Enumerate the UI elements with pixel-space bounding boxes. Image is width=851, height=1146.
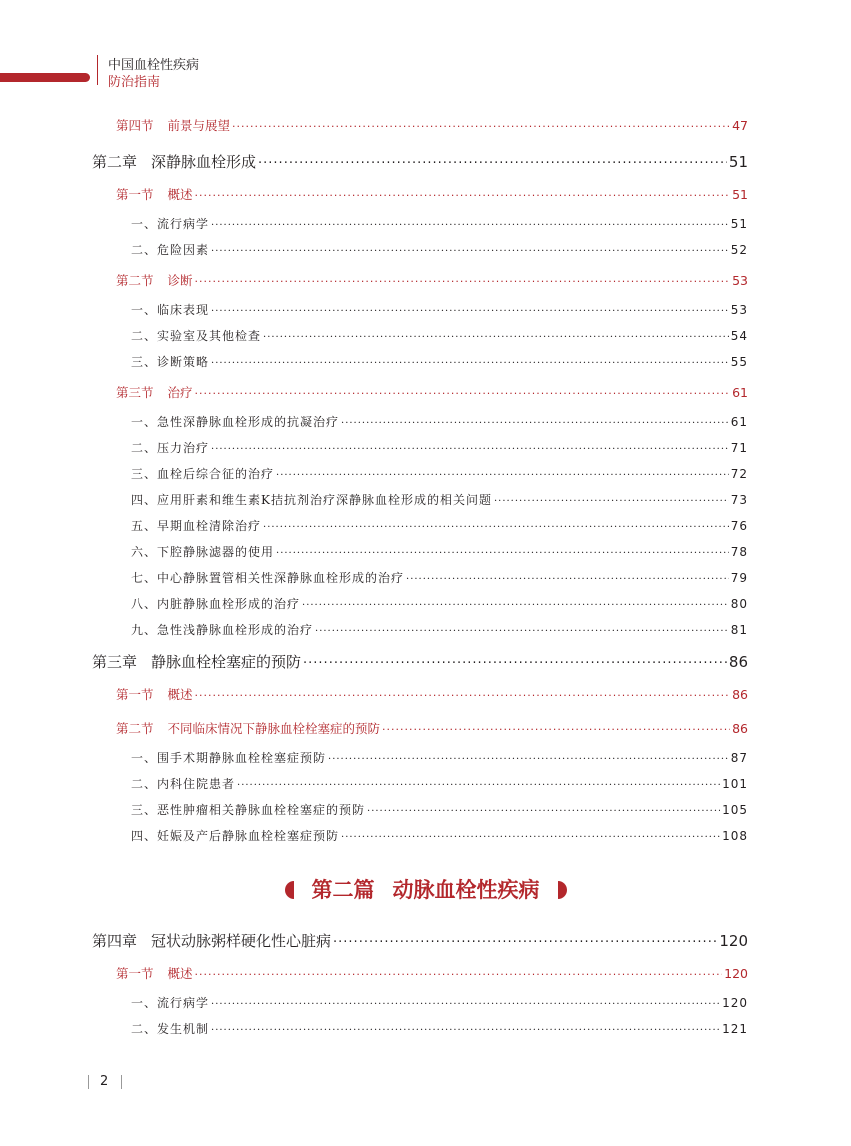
- toc-entry-page: 55: [730, 355, 748, 369]
- toc-leader-dots: [211, 1025, 720, 1036]
- toc-leader-dots: [195, 689, 731, 702]
- toc-entry-title: 三、恶性肿瘤相关静脉血栓栓塞症的预防: [131, 803, 366, 817]
- toc-item[interactable]: [131, 1020, 748, 1037]
- toc-entry-title: 概述: [167, 966, 193, 981]
- part-number: 第二篇: [311, 877, 375, 902]
- toc-item[interactable]: [131, 353, 748, 370]
- toc-leader-dots: [211, 246, 729, 257]
- toc-entry-label: [116, 116, 230, 134]
- toc-entry-page: 121: [722, 1022, 748, 1036]
- toc-entry-title: 四、应用肝素和维生素K拮抗剂治疗深静脉血栓形成的相关问题: [131, 493, 492, 507]
- toc-entry-title: 治疗: [167, 385, 193, 400]
- toc-entry-label: [131, 543, 274, 560]
- toc-leader-dots: [341, 832, 720, 843]
- header-accent-bar: [0, 73, 90, 82]
- toc-entry-title: 二、危险因素: [131, 243, 210, 257]
- toc-entry-label: [131, 353, 209, 370]
- toc-leader-dots: [333, 935, 717, 950]
- toc-entry-label: [131, 301, 209, 318]
- toc-item[interactable]: [131, 775, 748, 792]
- toc-item[interactable]: [131, 827, 748, 844]
- toc-entry-label: [131, 994, 209, 1011]
- toc-entry-page: 120: [724, 966, 748, 981]
- toc-entry-title: 四、妊娠及产后静脉血栓栓塞症预防: [131, 829, 340, 843]
- toc-entry-page: 61: [732, 385, 748, 400]
- toc-entry-label: [131, 439, 209, 456]
- toc-item[interactable]: [131, 491, 748, 508]
- toc-entry-label: [131, 749, 326, 766]
- toc-leader-dots: [195, 275, 731, 288]
- toc-entry-title: 一、流行病学: [131, 996, 210, 1010]
- toc-leader-dots: [195, 968, 723, 981]
- toc-entry-title: 八、内脏静脉血栓形成的治疗: [131, 597, 301, 611]
- toc-item[interactable]: [131, 621, 748, 638]
- toc-item[interactable]: [131, 595, 748, 612]
- toc-leader-dots: [263, 332, 729, 343]
- toc-entry-label: [116, 383, 193, 401]
- toc-entry-title: 六、下腔静脉滤器的使用: [131, 545, 275, 559]
- toc-entry-title: 三、血栓后综合征的治疗: [131, 467, 275, 481]
- toc-leader-dots: [341, 418, 729, 429]
- toc-leader-dots: [211, 306, 729, 317]
- toc-entry-label: [92, 930, 331, 951]
- toc-item[interactable]: [131, 241, 748, 258]
- toc-leader-dots: [211, 220, 729, 231]
- header-divider: [97, 55, 98, 85]
- toc-item[interactable]: [131, 301, 748, 318]
- toc-entry-page: 86: [728, 653, 748, 671]
- toc-entry-page: 86: [732, 687, 748, 702]
- toc-chapter[interactable]: [92, 930, 748, 951]
- toc-entry-number: 第二章: [92, 153, 138, 171]
- toc-leader-dots: [382, 723, 730, 736]
- toc-entry-label: [131, 491, 492, 508]
- toc-leader-dots: [302, 600, 729, 611]
- toc-entry-title: 诊断: [167, 273, 193, 288]
- toc-entry-page: 53: [730, 303, 748, 317]
- toc-entry-label: [131, 413, 339, 430]
- toc-entry-title: 一、流行病学: [131, 217, 210, 231]
- toc-item[interactable]: [131, 749, 748, 766]
- toc-entry-title: 一、急性深静脉血栓形成的抗凝治疗: [131, 415, 340, 429]
- toc-entry-title: 深静脉血栓形成: [151, 153, 257, 171]
- toc-entry-title: 七、中心静脉置管相关性深静脉血栓形成的治疗: [131, 571, 405, 585]
- toc-entry-title: 不同临床情况下静脉血栓栓塞症的预防: [167, 721, 381, 736]
- toc-item[interactable]: [131, 517, 748, 534]
- toc-item[interactable]: [131, 994, 748, 1011]
- toc-entry-page: 120: [719, 932, 748, 950]
- toc-section[interactable]: [116, 685, 748, 703]
- toc-leader-dots: [276, 470, 729, 481]
- toc-entry-label: [131, 517, 261, 534]
- toc-entry-page: 51: [732, 187, 748, 202]
- toc-entry-page: 76: [730, 519, 748, 533]
- toc-entry-number: 第四节: [116, 118, 154, 133]
- toc-leader-dots: [406, 574, 729, 585]
- toc-entry-label: [131, 241, 209, 258]
- toc-leader-dots: [315, 626, 729, 637]
- toc-entry-page: 78: [730, 545, 748, 559]
- toc-section[interactable]: [116, 383, 748, 401]
- toc-entry-label: [92, 151, 256, 172]
- toc-entry-number: 第一节: [116, 187, 154, 202]
- toc-entry-page: 51: [730, 217, 748, 231]
- toc-entry-page: 72: [730, 467, 748, 481]
- toc-item[interactable]: [131, 439, 748, 456]
- toc-entry-label: [131, 465, 274, 482]
- toc-entry-label: [116, 964, 193, 982]
- toc-entry-page: 71: [730, 441, 748, 455]
- toc-item[interactable]: [131, 801, 748, 818]
- footer-page-number: 2: [100, 1074, 109, 1089]
- toc-entry-page: 54: [730, 329, 748, 343]
- toc-entry-title: 一、临床表现: [131, 303, 210, 317]
- toc-entry-page: 73: [730, 493, 748, 507]
- toc-entry-label: [131, 621, 313, 638]
- toc-entry-number: 第二节: [116, 721, 154, 736]
- header-book-title-line2: 防治指南: [108, 75, 161, 90]
- toc-entry-page: 47: [732, 118, 748, 133]
- toc-section[interactable]: [116, 116, 748, 134]
- toc-entry-number: 第二节: [116, 273, 154, 288]
- toc-entry-title: 二、实验室及其他检查: [131, 329, 262, 343]
- toc-entry-title: 静脉血栓栓塞症的预防: [151, 653, 302, 671]
- toc-entry-title: 五、早期血栓清除治疗: [131, 519, 262, 533]
- toc-entry-label: [131, 595, 300, 612]
- toc-entry-number: 第一节: [116, 687, 154, 702]
- toc-entry-page: 52: [730, 243, 748, 257]
- part-heading: [0, 874, 851, 904]
- toc-entry-title: 概述: [167, 187, 193, 202]
- toc-leader-dots: [211, 999, 720, 1010]
- toc-entry-label: [116, 719, 380, 737]
- toc-item[interactable]: [131, 327, 748, 344]
- toc-entry-title: 九、急性浅静脉血栓形成的治疗: [131, 623, 314, 637]
- toc-leader-dots: [195, 189, 731, 202]
- toc-entry-page: 87: [730, 751, 748, 765]
- toc-section[interactable]: [116, 185, 748, 203]
- toc-entry-label: [131, 1020, 209, 1037]
- toc-entry-title: 冠状动脉粥样硬化性心脏病: [151, 932, 332, 950]
- toc-entry-page: 86: [732, 721, 748, 736]
- toc-leader-dots: [494, 496, 729, 507]
- part-title: 动脉血栓性疾病: [392, 877, 540, 902]
- toc-entry-title: 二、发生机制: [131, 1022, 210, 1036]
- toc-entry-title: 二、压力治疗: [131, 441, 210, 455]
- toc-section[interactable]: [116, 964, 748, 982]
- toc-entry-label: [92, 651, 301, 672]
- toc-item[interactable]: [131, 569, 748, 586]
- toc-entry-label: [131, 827, 339, 844]
- toc-leader-dots: [258, 156, 727, 171]
- toc-entry-number: 第四章: [92, 932, 138, 950]
- toc-entry-page: 79: [730, 571, 748, 585]
- toc-chapter[interactable]: [92, 151, 748, 172]
- toc-leader-dots: [328, 754, 729, 765]
- toc-item[interactable]: [131, 543, 748, 560]
- toc-leader-dots: [211, 358, 729, 369]
- footer-divider-left: [88, 1075, 89, 1089]
- toc-leader-dots: [237, 780, 720, 791]
- toc-entry-title: 三、诊断策略: [131, 355, 210, 369]
- toc-item[interactable]: [131, 465, 748, 482]
- toc-entry-page: 108: [722, 829, 748, 843]
- toc-entry-title: 前景与展望: [167, 118, 231, 133]
- toc-entry-label: [131, 775, 235, 792]
- toc-entry-page: 51: [728, 153, 748, 171]
- toc-item[interactable]: [131, 215, 748, 232]
- toc-entry-number: 第三节: [116, 385, 154, 400]
- toc-entry-number: 第三章: [92, 653, 138, 671]
- toc-entry-label: [116, 271, 193, 289]
- toc-entry-page: 80: [730, 597, 748, 611]
- toc-item[interactable]: [131, 413, 748, 430]
- toc-leader-dots: [276, 548, 729, 559]
- toc-entry-page: 101: [722, 777, 748, 791]
- toc-entry-label: [116, 685, 193, 703]
- toc-entry-page: 61: [730, 415, 748, 429]
- toc-entry-label: [116, 185, 193, 203]
- toc-entry-page: 81: [730, 623, 748, 637]
- footer-divider-right: [121, 1075, 122, 1089]
- toc-entry-label: [131, 215, 209, 232]
- toc-entry-title: 一、围手术期静脉血栓栓塞症预防: [131, 751, 327, 765]
- toc-entry-page: 53: [732, 273, 748, 288]
- toc-leader-dots: [195, 387, 731, 400]
- toc-entry-page: 120: [722, 996, 748, 1010]
- toc-leader-dots: [303, 656, 727, 671]
- toc-entry-title: 二、内科住院患者: [131, 777, 236, 791]
- toc-entry-title: 概述: [167, 687, 193, 702]
- toc-entry-label: [131, 569, 404, 586]
- toc-entry-label: [131, 327, 261, 344]
- toc-leader-dots: [263, 522, 729, 533]
- half-circle-right-icon: [558, 881, 567, 899]
- half-circle-left-icon: [285, 881, 294, 899]
- toc-section[interactable]: [116, 271, 748, 289]
- toc-leader-dots: [367, 806, 720, 817]
- toc-chapter[interactable]: [92, 651, 748, 672]
- toc-section[interactable]: [116, 719, 748, 737]
- toc-entry-page: 105: [722, 803, 748, 817]
- toc-leader-dots: [211, 444, 729, 455]
- toc-entry-label: [131, 801, 365, 818]
- toc-entry-number: 第一节: [116, 966, 154, 981]
- header-book-title-line1: 中国血栓性疾病: [108, 58, 200, 73]
- toc-leader-dots: [232, 120, 730, 133]
